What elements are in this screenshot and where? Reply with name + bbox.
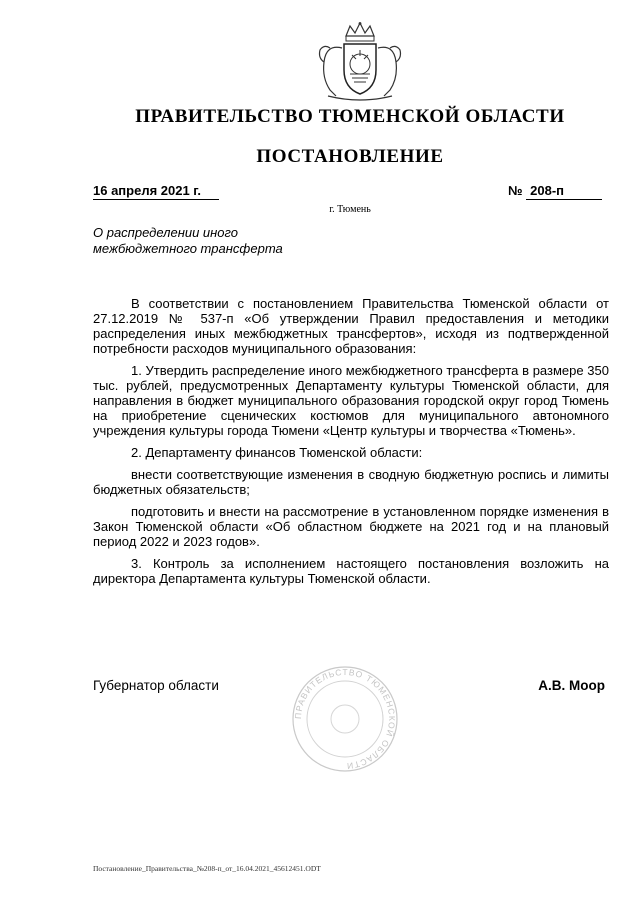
body-paragraph: 1. Утвердить распределение иного межбюджетного трансферта в размере 350 тыс. рублей, предусмотренных Департаменту культуры Тюменской области, для направления в бюджет муниципального образования городской округ город Тюмень на приобретение сценических костюмов для муниципального автономного учреждения культуры города Тюмени «Центр культуры и творчества «Тюмень». [93,363,609,438]
document-subject [93,225,353,257]
signer-role: Губернатор области [93,678,219,693]
body-paragraph: 3. Контроль за исполнением настоящего постановления возложить на директора Департамента культуры Тюменской области. [93,556,609,586]
body-paragraph: В соответствии с постановлением Правительства Тюменской области от 27.12.2019 № 537-п «Об утверждении Правил предоставления и методики распределения иных межбюджетных трансфертов», исходя из подтвержденной потребности расходов муниципального образования: [93,296,609,356]
document-city: г. Тюмень [329,204,371,215]
coat-of-arms-icon [316,22,404,102]
number-label: № [508,183,523,198]
document-body [93,296,609,593]
organization-title: ПРАВИТЕЛЬСТВО ТЮМЕНСКОЙ ОБЛАСТИ [135,106,565,127]
subject-line: О распределении иного [93,225,239,240]
body-paragraph: 2. Департаменту финансов Тюменской области: [131,445,423,460]
body-paragraph: внести соответствующие изменения в сводную бюджетную роспись и лимиты бюджетных обязательств; [93,467,609,497]
document-type: ПОСТАНОВЛЕНИЕ [256,146,444,167]
subject-line: межбюджетного трансферта [93,241,283,256]
stamp-text: ПРАВИТЕЛЬСТВО ТЮМЕНСКОЙ ОБЛАСТИ [292,666,398,772]
signer-name: А.В. Моор [538,678,605,693]
body-paragraph: подготовить и внести на рассмотрение в установленном порядке изменения в Закон Тюменской области «Об областном бюджете на 2021 год и на плановый период 2022 и 2023 годов». [93,504,609,549]
footer-filename: Постановление_Правительства_№208-п_от_16.04.2021_45612451.ODT [93,864,321,873]
document-number [508,183,602,200]
number-value: 208-п [526,183,602,200]
official-stamp-icon [290,664,400,774]
document-date: 16 апреля 2021 г. [93,183,219,200]
